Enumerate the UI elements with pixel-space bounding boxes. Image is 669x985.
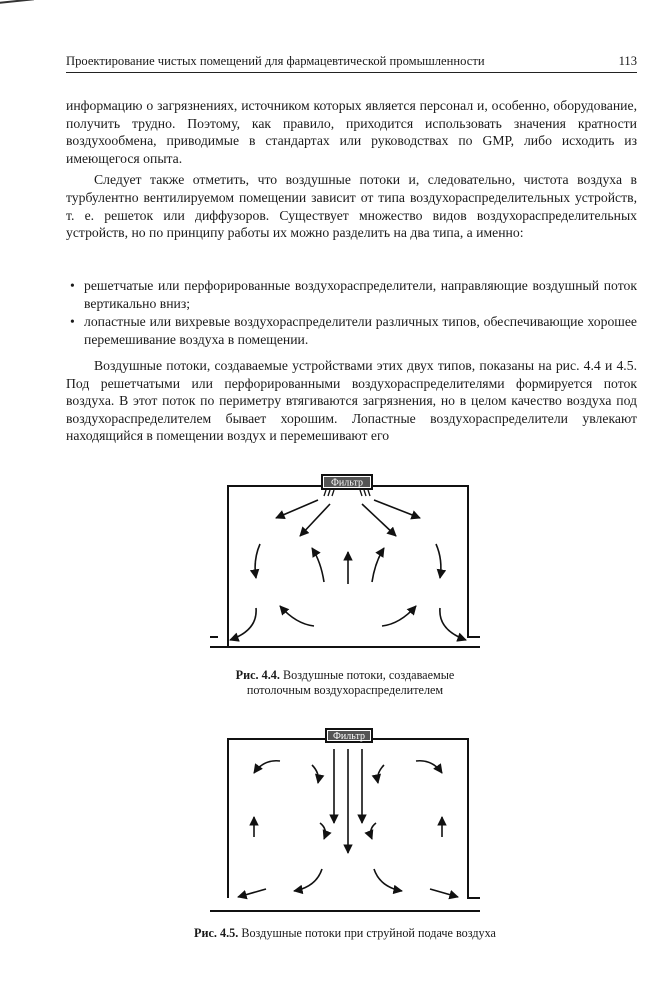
arrow [374, 869, 402, 891]
bullet-list [66, 277, 637, 349]
arrow [294, 869, 322, 891]
filter-box [326, 729, 372, 742]
arrow [372, 548, 384, 582]
arrow [374, 500, 420, 518]
caption-text: Воздушные потоки при струйной подаче воздуха [241, 926, 496, 940]
arrow [440, 608, 466, 640]
caption-number: Рис. 4.4. [235, 668, 280, 682]
arrow [378, 765, 384, 783]
filter-label: Фильтр [331, 477, 363, 489]
arrow [320, 823, 325, 839]
filter-box [322, 475, 372, 496]
paragraph-2: Следует также отметить, что воздушные потоки и, следовательно, чистота воздуха в турбулентно вентилируемом помещении зависит от типа воздухораспределительных устройств, т. е. решеток или диффузоров. Существует множество видов воздухораспределительных устройств, но по принципу работы их можно разделить на два типа, а именно: [66, 172, 637, 241]
room-outline [210, 486, 480, 647]
figure-4-4-diagram [200, 470, 490, 660]
arrow [416, 761, 442, 773]
arrow [382, 606, 416, 626]
room-outline [210, 739, 480, 911]
arrow [255, 544, 260, 578]
body-text-top [66, 97, 637, 242]
scan-mark [0, 0, 34, 10]
filter-label: Фильтр [333, 731, 365, 742]
bullet-item: • решетчатые или перфорированные воздухораспределители, направляющие воздушный поток вертикально вниз; [66, 277, 637, 312]
figure-4-5-diagram [200, 725, 490, 920]
bullet-item: • лопастные или вихревые воздухораспределители различных типов, обеспечивающие хорошее перемешивание воздуха в помещении. [66, 313, 637, 348]
paragraph-3: Воздушные потоки, создаваемые устройствами этих двух типов, показаны на рис. 4.4 и 4.5. Под решетчатыми или перфорированными воздухораспределителями формируется поток воздуха. В этот поток по периметру втягиваются загрязнения, но в целом качество воздуха под воздухораспределителем бывает хорошим. Лопастные воздухораспределители увлекают находящийся в помещении воздух и перемешивают его [66, 358, 637, 444]
running-header [66, 52, 637, 73]
figure-4-4-caption [200, 668, 490, 698]
airflow-arrows [238, 749, 458, 897]
arrow [238, 889, 266, 897]
caption-line-2: потолочным воздухораспределителем [246, 683, 444, 697]
caption-line-1: Воздушные потоки, создаваемые [282, 668, 455, 682]
arrow [312, 548, 324, 582]
figure-4-5-caption [150, 926, 540, 941]
arrow [230, 608, 256, 640]
page-number: 113 [618, 54, 637, 68]
arrow [312, 765, 318, 783]
paragraph-1: информацию о загрязнениях, источником которых является персонал и, особенно, оборудование, получить трудно. Поэтому, как правило, приходится использовать значения кратности воздухообмена, приводимые в стандартах или руководствах по GMP, либо исходить из имеющегося опыта. [66, 98, 637, 166]
arrow [371, 823, 376, 839]
airflow-arrows [230, 500, 466, 640]
arrow [362, 504, 396, 536]
arrow [430, 889, 458, 897]
arrow [276, 500, 318, 518]
arrow [436, 544, 441, 578]
arrow [280, 606, 314, 626]
body-text-bottom [66, 357, 637, 445]
running-title: Проектирование чистых помещений для фармацевтической промышленности [66, 54, 485, 68]
arrow [300, 504, 330, 536]
caption-number: Рис. 4.5. [194, 926, 239, 940]
arrow [254, 761, 280, 773]
